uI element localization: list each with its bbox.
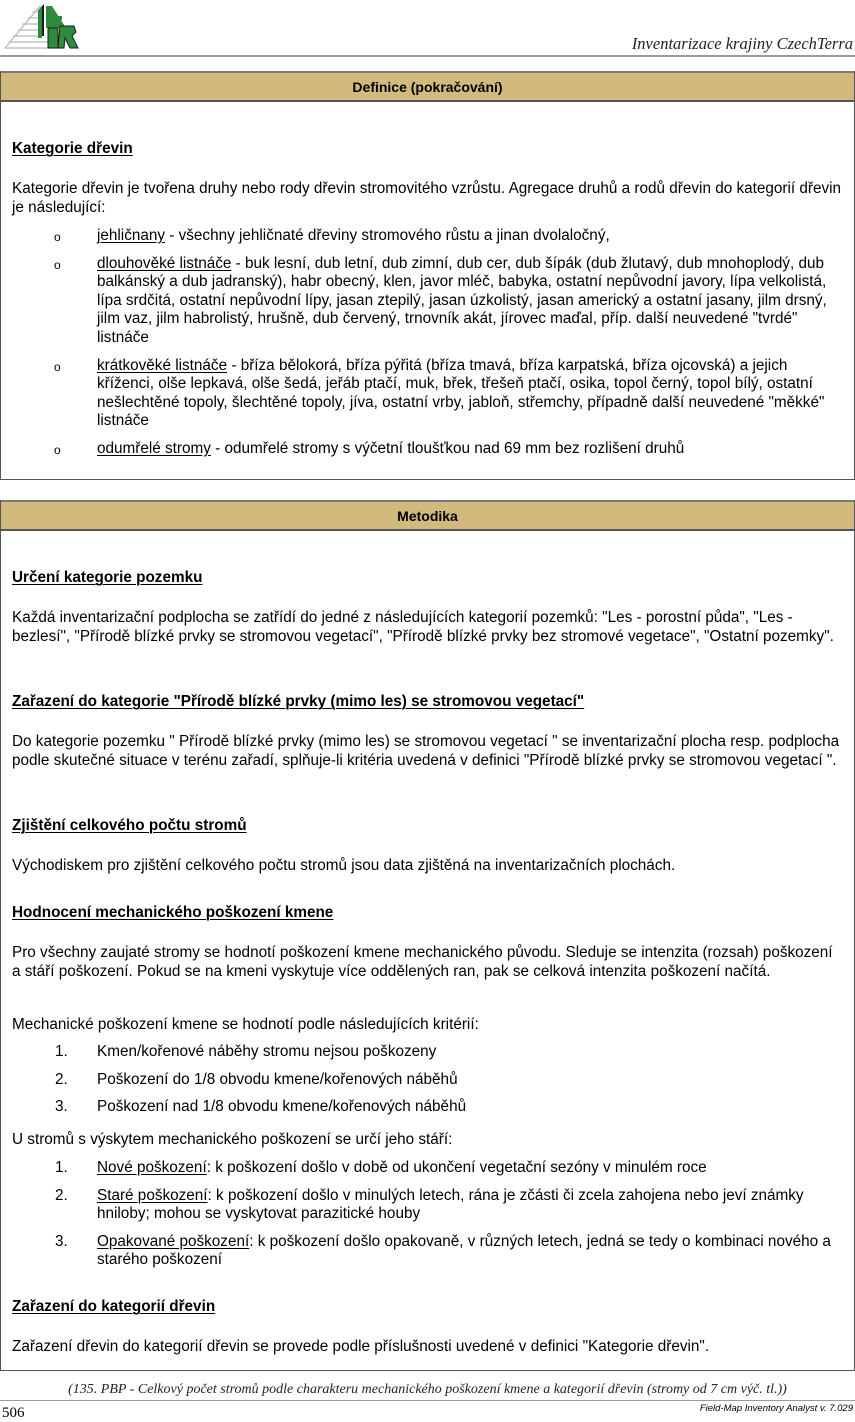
- term: odumřelé stromy: [97, 439, 211, 457]
- list-item: [1, 1098, 844, 1117]
- list-item: [1, 440, 844, 459]
- term: krátkověké listnáče: [97, 356, 228, 374]
- term: Staré poškození: [97, 1186, 208, 1204]
- species-category-text: Zařazení dřevin do kategorií dřevin se provede podle příslušnosti uvedené v definici "Kategorie dřevin".: [12, 1338, 710, 1355]
- description: - buk lesní, dub letní, dub zimní, dub cer, dub šípák (dub žlutavý, dub mnohoplodý, dub balkánský a dub jadranský), habr obecný, klen, javor mléč, babyka, ostatní nepůvodní javory, lípa velkolistá, lípa srdčitá, ostatní nepůvodní lípy, jasan ztepilý, jasan úzkolistý, jasan americký a ostatní jasany, jilm drsný, jilm vaz, jilm habrolistý, hrušně, dub červený, trnovník akát, jírovec maďal, příp. další neuvedené "tvrdé" listnáče: [97, 254, 827, 346]
- list-item: [1, 1187, 844, 1224]
- classification-text: Do kategorie pozemku " Přírodě blízké prvky (mimo les) se stromovou vegetací " se inventarizační plocha resp. podplocha podle skutečné situace v terénu zařadí, splňuje-li kritéria uvedená v definici "Přírodě blízké prvky se stromovou vegetací ".: [12, 733, 840, 769]
- description: - všechny jehličnaté dřeviny stromového růstu a jinan dvolaločný,: [165, 227, 610, 244]
- tree-count-text: Východiskem pro zjištění celkového počtu stromů jsou data zjištěná na inventarizačních plochách.: [12, 857, 676, 874]
- list-item: [1, 1233, 844, 1270]
- description: - bříza bělokorá, bříza pýřitá (bříza tmavá, bříza karpatská, bříza ojcovská) a jejich kříženci, olše lepkavá, olše šedá, jeřáb ptačí, muk, břek, třešeň ptačí, osika, topol černý, topol bílý, ostatní nešlechtěné topoly, šlechtěné topoly, jíva, ostatní vrby, jabloň, střemchy, případně další neuvedené "měkké" listnáče: [97, 356, 825, 430]
- bullet-icon: o: [54, 257, 61, 272]
- damage-text: Pro všechny zaujaté stromy se hodnotí poškození kmene mechanického původu. Sleduje se intenzita (rozsah) poškození a stáří poškození. Pokud se na kmeni vyskytuje více oddělených ran, pak se celková intenzita poškození načítá.: [12, 944, 833, 980]
- methodology-section: [0, 500, 855, 1371]
- description: - odumřelé stromy s výčetní tloušťkou nad 69 mm bez rozlišení druhů: [210, 439, 685, 457]
- term: dlouhověké listnáče: [97, 254, 232, 272]
- tree-categories-title: Kategorie dřevin: [12, 140, 133, 157]
- bullet-icon: o: [54, 230, 61, 244]
- item-number: 1.: [55, 1043, 68, 1060]
- item-text: : k poškození došlo v minulých letech, rána je zčásti či zcela zahojena nebo jeví známky hniloby; mohou se vyskytovat parazitické houby: [97, 1186, 804, 1223]
- bullet-icon: o: [54, 442, 61, 457]
- species-category-title: Zařazení do kategorií dřevin: [12, 1298, 216, 1315]
- definitions-section: [0, 71, 855, 480]
- list-item: [1, 1043, 844, 1062]
- damage-criteria-list: [1, 1043, 844, 1117]
- item-number: 1.: [55, 1159, 68, 1176]
- item-text: : k poškození došlo v době od ukončení vegetační sezóny v minulém roce: [206, 1159, 707, 1176]
- footer-divider: [0, 1400, 855, 1401]
- land-category-text: Každá inventarizační podplocha se zatřídí do jedné z následujících kategorií pozemků: "Les - porostní půda", "Les - bezlesí", "Přírodě blízké prvky se stromovou vegetací", "Přírodě blízké prvky bez stromové vegetace", "Ostatní pozemky".: [12, 609, 834, 645]
- item-number: 3.: [55, 1098, 68, 1116]
- table-caption: (135. PBP - Celkový počet stromů podle charakteru mechanického poškození kmene a kategorií dřevin (stromy od 7 cm výč. tl.)): [68, 1382, 787, 1397]
- item-number: 3.: [55, 1232, 68, 1250]
- term: Opakované poškození: [97, 1232, 250, 1250]
- item-text: : k poškození došlo opakovaně, v různých letech, jedná se tedy o kombinaci nového a starého poškození: [97, 1232, 831, 1269]
- app-version: Field-Map Inventory Analyst v. 7.029: [699, 1403, 853, 1414]
- header-divider: [0, 55, 855, 57]
- damage-age-intro: U stromů s výskytem mechanického poškození se určí jeho stáří:: [12, 1131, 453, 1148]
- damage-age-list: [1, 1159, 844, 1270]
- ifer-logo: [4, 2, 96, 52]
- tree-count-title: Zjištění celkového počtu stromů: [12, 817, 247, 834]
- item-number: 2.: [55, 1186, 68, 1204]
- term: jehličnany: [97, 227, 166, 244]
- bullet-icon: o: [54, 359, 61, 374]
- classification-title: Zařazení do kategorie "Přírodě blízké prvky (mimo les) se stromovou vegetací": [12, 693, 585, 710]
- ifer-logo-icon: [4, 2, 96, 52]
- item-text: Poškození nad 1/8 obvodu kmene/kořenových náběhů: [97, 1098, 467, 1116]
- list-item: [1, 227, 844, 246]
- document-title: Inventarizace krajiny CzechTerra: [631, 34, 853, 53]
- section-heading-definitions: Definice (pokračování): [1, 71, 854, 102]
- tree-categories-intro: Kategorie dřevin je tvořena druhy nebo rody dřevin stromovitého vzrůstu. Agregace druhů a rodů dřevin do kategorií dřevin je následující:: [12, 180, 842, 216]
- item-text: Poškození do 1/8 obvodu kmene/kořenových náběhů: [97, 1070, 458, 1088]
- term: Nové poškození: [97, 1159, 207, 1176]
- list-item: [1, 1071, 844, 1090]
- damage-criteria-intro: Mechanické poškození kmene se hodnotí podle následujících kritérií:: [12, 1016, 479, 1033]
- item-number: 2.: [55, 1070, 68, 1088]
- list-item: [1, 1159, 844, 1178]
- page-number: 506: [2, 1405, 25, 1421]
- damage-title: Hodnocení mechanického poškození kmene: [12, 904, 334, 921]
- list-item: [1, 255, 844, 348]
- page-header: [0, 0, 855, 57]
- land-category-title: Určení kategorie pozemku: [12, 569, 203, 586]
- list-item: [1, 357, 844, 431]
- tree-categories-list: [1, 227, 844, 459]
- section-heading-methodology: Metodika: [1, 500, 854, 531]
- item-text: Kmen/kořenové náběhy stromu nejsou poškozeny: [97, 1043, 437, 1060]
